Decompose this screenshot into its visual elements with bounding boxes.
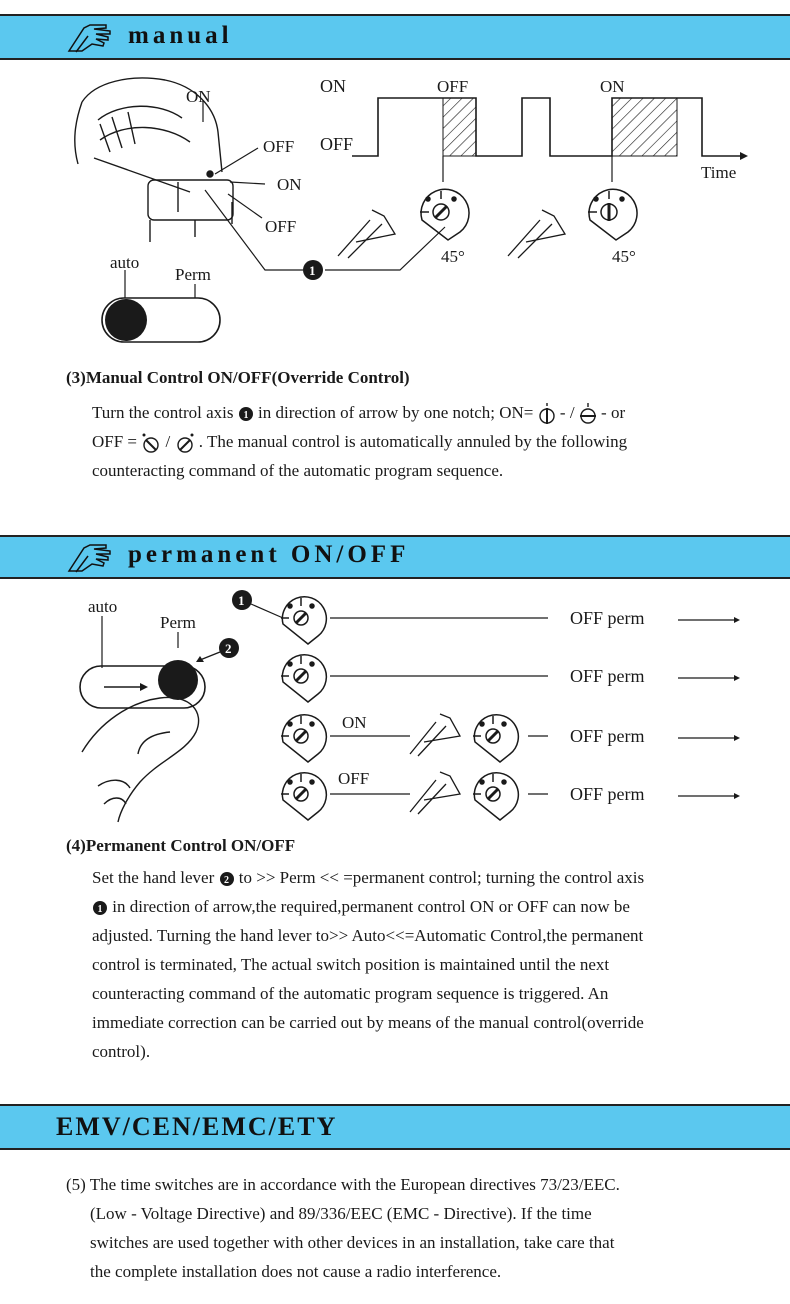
- section-3-body: Turn the control axis 1 in direction of arrow by one notch; ON= - / - or OFF = / . The manual control is automatically annuled by the following counteracting command of the automatic program sequence.: [92, 403, 628, 480]
- row-4: [281, 769, 740, 820]
- on-symbol-horizontal-icon: [579, 403, 597, 425]
- slider-knob[interactable]: [158, 660, 198, 700]
- hand-gesture-icon: [508, 210, 565, 258]
- hand-gesture-icon: [338, 210, 395, 258]
- marker-1-icon: [238, 406, 254, 422]
- off-symbol-right-icon: [175, 432, 195, 454]
- svg-text:2: 2: [223, 875, 229, 887]
- control-dial-icon: [588, 189, 637, 240]
- segment-label-on: ON: [600, 77, 625, 96]
- control-dial-icon: [281, 715, 326, 762]
- axis-label-off: OFF: [320, 134, 354, 154]
- hatched-region-off: [443, 98, 476, 156]
- row-1-label: OFF perm: [570, 608, 645, 628]
- label-angle-2: 45°: [612, 247, 636, 266]
- label-off-1: OFF: [263, 137, 295, 156]
- segment-label-off: OFF: [437, 77, 469, 96]
- svg-text:1: 1: [238, 593, 245, 608]
- row-2: [281, 655, 740, 702]
- control-dial-icon: [281, 773, 326, 820]
- label-auto: auto: [110, 253, 140, 272]
- control-dial-icon: [281, 597, 326, 644]
- row-4-off-label: OFF: [338, 769, 370, 788]
- on-symbol-vertical-icon: [538, 403, 556, 425]
- pointing-hand-icon: [66, 542, 116, 574]
- row-2-label: OFF perm: [570, 666, 645, 686]
- section-4-heading: (4)Permanent Control ON/OFF: [66, 836, 296, 855]
- control-dial-icon: [473, 715, 518, 762]
- svg-text:1: 1: [97, 904, 103, 916]
- permanent-title: permanent ON/OFF: [128, 541, 410, 568]
- emv-title: EMV/CEN/EMC/ETY: [56, 1112, 338, 1141]
- svg-text:1: 1: [309, 263, 316, 278]
- row-1: [281, 597, 740, 644]
- marker-2-icon: [219, 871, 235, 887]
- row-3-on-label: ON: [342, 713, 367, 732]
- hatched-region-on: [612, 98, 677, 156]
- manual-title: manual: [128, 22, 233, 49]
- control-dial-icon: [473, 773, 518, 820]
- row-3-label: OFF perm: [570, 726, 645, 746]
- slider-knob[interactable]: [105, 299, 147, 341]
- marker-1-icon: [92, 900, 108, 916]
- permanent-header-band: [0, 535, 790, 579]
- timing-signal-line: [352, 98, 740, 156]
- section-3-heading: (3)Manual Control ON/OFF(Override Control): [66, 368, 410, 387]
- hand-gesture-icon: [410, 714, 460, 756]
- svg-text:2: 2: [225, 641, 232, 656]
- row-3: [281, 713, 740, 762]
- label-on-mid: ON: [277, 175, 302, 194]
- row-4-label: OFF perm: [570, 784, 645, 804]
- hand-gesture-icon: [410, 772, 460, 814]
- pressing-finger-illustration: [82, 697, 199, 822]
- label-perm: Perm: [175, 265, 211, 284]
- label-perm: Perm: [160, 613, 196, 632]
- pointing-hand-icon: [66, 22, 116, 54]
- section-5-body: (5) The time switches are in accordance with the European directives 73/23/EEC. (Low - Voltage Directive) and 89/336/EEC (EMC - Directive). If the time switches are used together with other devices in an installation, take care that the complete installation does not cause a radio interference.: [66, 1175, 620, 1281]
- section-4-body: Set the hand lever 2 to >> Perm << =permanent control; turning the control axis 1 in direction of arrow,the required,permanent control ON or OFF can now be adjusted. Turning the hand lever to>> Auto<<=Automatic Control,the permanent control is terminated, The actual switch position is maintained until the next counteracting command of the automatic program sequence is triggered. An immediate correction can be carried out by means of the manual control(override control).: [92, 868, 645, 1061]
- time-arrow-icon: [740, 152, 748, 160]
- label-on-top: ON: [186, 87, 211, 106]
- label-auto: auto: [88, 597, 118, 616]
- arrow-right-icon: [140, 683, 148, 691]
- permanent-figure: [0, 582, 790, 832]
- manual-figure: [0, 62, 790, 362]
- off-symbol-left-icon: [141, 432, 161, 454]
- control-dial-icon: [420, 189, 469, 240]
- control-dial-icon: [281, 655, 326, 702]
- emv-header-band: [0, 1104, 790, 1150]
- manual-header-band: [0, 14, 790, 60]
- label-time: Time: [701, 163, 737, 182]
- label-angle-1: 45°: [441, 247, 465, 266]
- svg-text:1: 1: [243, 410, 249, 422]
- label-off-2: OFF: [265, 217, 297, 236]
- axis-label-on: ON: [320, 76, 346, 96]
